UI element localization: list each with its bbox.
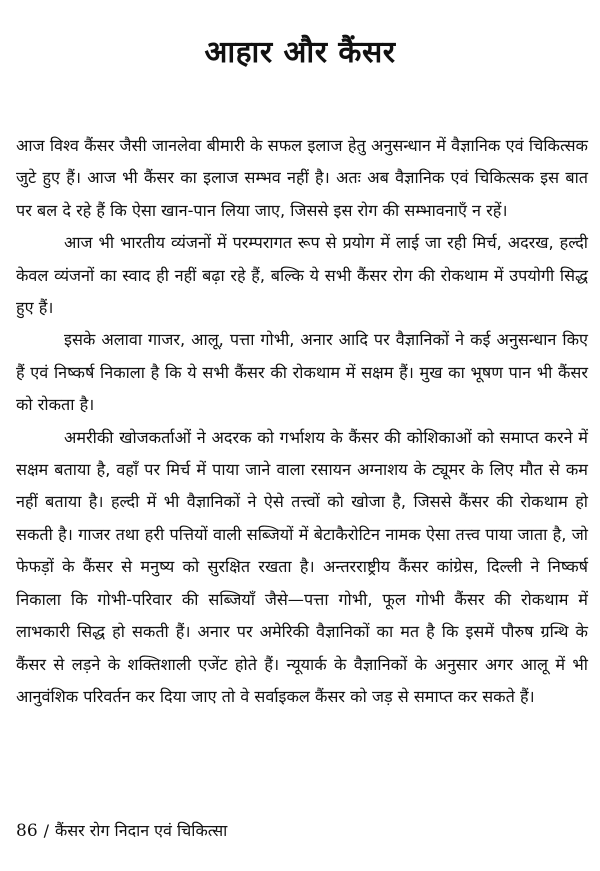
body-text	[16, 130, 588, 713]
book-title: कैंसर रोग निदान एवं चिकित्सा	[55, 821, 228, 840]
paragraph-indian-spices: आज भी भारतीय व्यंजनों में परम्परागत रूप से प्रयोग में लाई जा रही मिर्च, अदरख, हल्दी केवल व्यंजनों का स्वाद ही नहीं बढ़ा रहे हैं, बल्कि ये सभी कैंसर रोग की रोकथाम में उपयोगी सिद्ध हुए हैं।	[16, 233, 588, 318]
page-number: 86	[16, 821, 38, 841]
footer-separator: /	[43, 821, 50, 840]
paragraph-research: अमरीकी खोजकर्ताओं ने अदरक को गर्भाशय के कैंसर की कोशिकाओं को समाप्त करने में सक्षम बताया है, वहाँ पर मिर्च में पाया जाने वाला रसायन अग्नाशय के ट्यूमर के लिए मौत से कम नहीं बताया है। हल्दी में भी वैज्ञानिकों ने ऐसे तत्त्वों को खोजा है, जिससे कैंसर की रोकथाम हो सकती है। गाजर तथा हरी पत्तियों वाली सब्जियों में बेटाकैरोटिन नामक ऐसा तत्त्व पाया जाता है, जो फेफड़ों के कैंसर से मनुष्य को सुरक्षित रखता है। अन्तरराष्ट्रीय कैंसर कांग्रेस, दिल्ली ने निष्कर्ष निकाला कि गोभी-परिवार की सब्जियाँ जैसे—पत्ता गोभी, फूल गोभी कैंसर की रोकथाम में लाभकारी सिद्ध हो सकती हैं। अनार पर अमेरिकी वैज्ञानिकों का मत है कि इसमें पौरुष ग्रन्थि के कैंसर से लड़ने के शक्तिशाली एजेंट होते हैं। न्यूयार्क के वैज्ञानिकों के अनुसार अगर आलू में भी आनुवंशिक परिवर्तन कर दिया जाए तो वे सर्वाइकल कैंसर को जड़ से समाप्त कर सकते हैं।	[16, 427, 588, 706]
page-footer	[16, 820, 227, 842]
page-title: आहार और कैंसर	[204, 35, 396, 70]
paragraph-vegetables: इसके अलावा गाजर, आलू, पत्ता गोभी, अनार आदि पर वैज्ञानिकों ने कई अनुसन्धान किए हैं एवं निष्कर्ष निकाला है कि ये सभी कैंसर की रोकथाम में सक्षम हैं। मुख का भूषण पान भी कैंसर को रोकता है।	[16, 330, 588, 415]
paragraph-intro: आज विश्व कैंसर जैसी जानलेवा बीमारी के सफल इलाज हेतु अनुसन्धान में वैज्ञानिक एवं चिकित्सक जुटे हुए हैं। आज भी कैंसर का इलाज सम्भव नहीं है। अतः अब वैज्ञानिक एवं चिकित्सक इस बात पर बल दे रहे हैं कि ऐसा खान-पान लिया जाए, जिससे इस रोग की सम्भावनाएँ न रहें।	[16, 136, 588, 220]
